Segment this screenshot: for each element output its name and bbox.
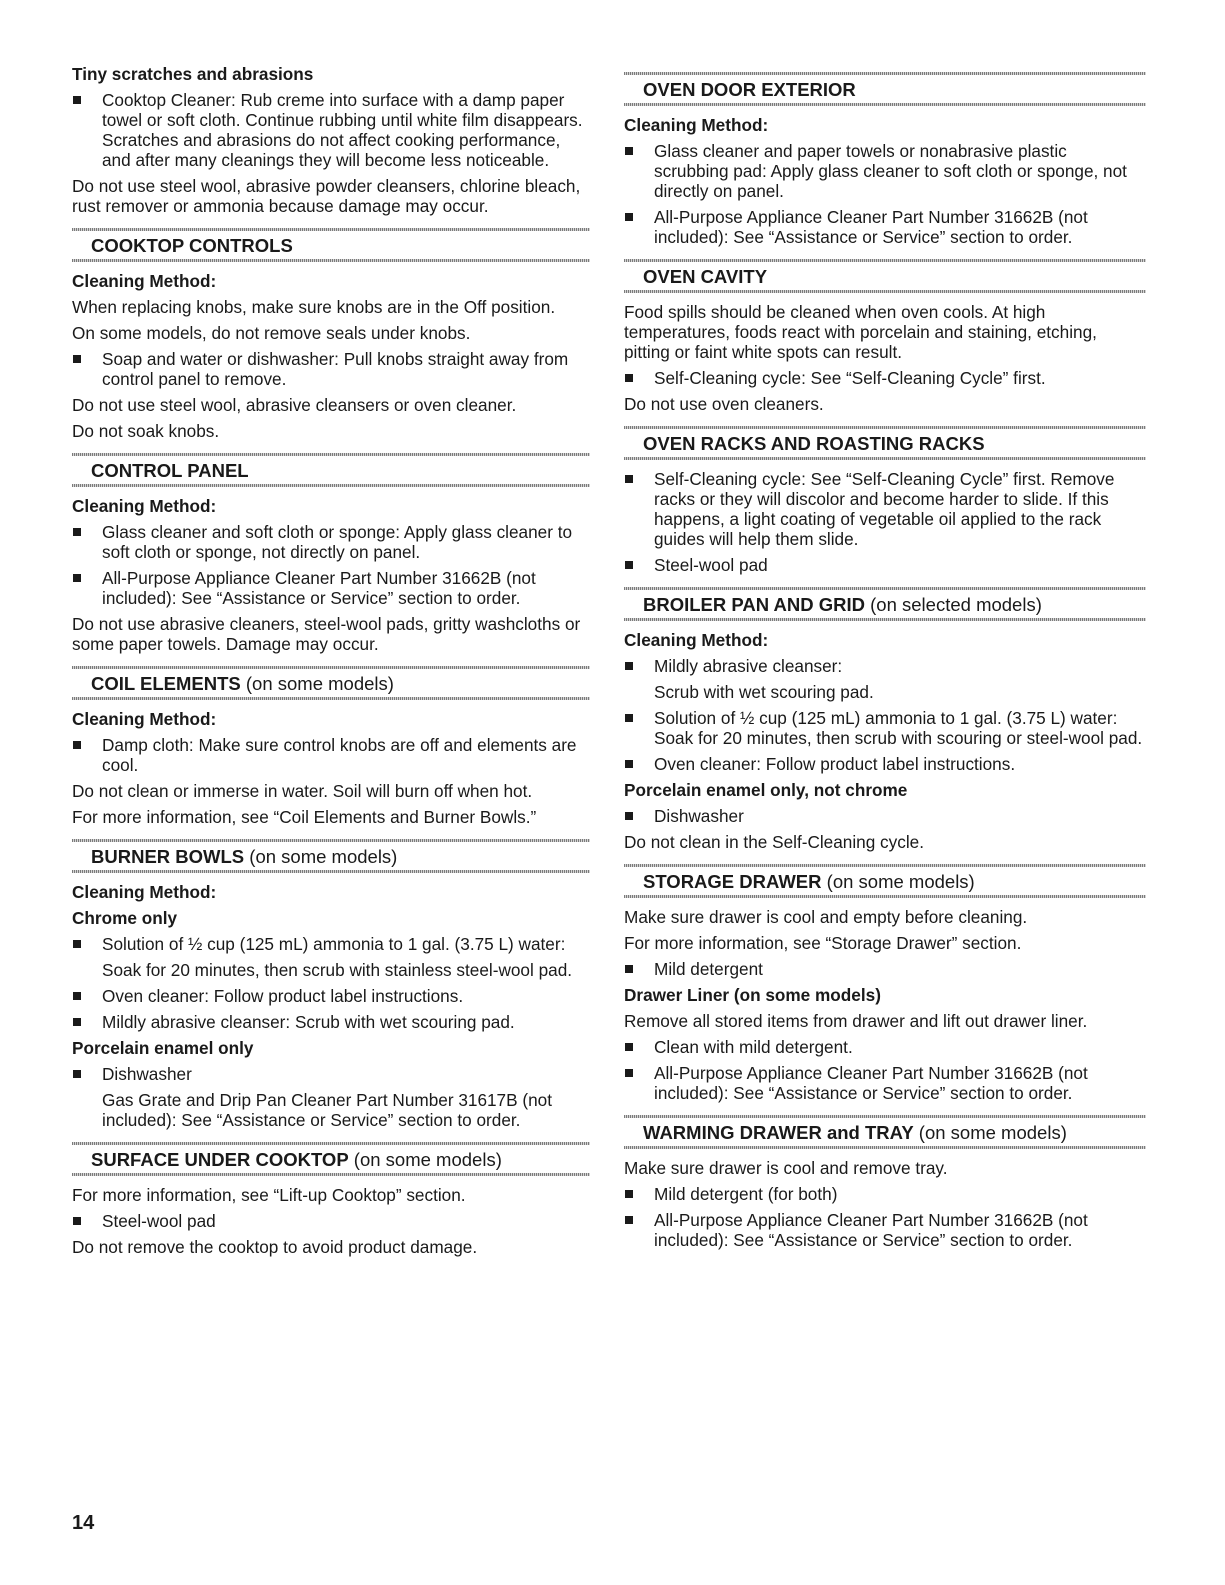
paragraph: Make sure drawer is cool and empty before cleaning.	[624, 907, 1028, 927]
paragraph: Do not use abrasive cleaners, steel-wool pads, gritty washcloths or some paper towels. Damage may occur.	[72, 614, 581, 654]
broiler-list	[624, 656, 1146, 774]
section-title: CONTROL PANEL	[91, 460, 249, 481]
surface-under-list	[72, 1211, 590, 1231]
cleaning-method-label: Cleaning Method:	[72, 709, 217, 729]
list-item: All-Purpose Appliance Cleaner Part Number 31662B (not included): See “Assistance or Service” section to order.	[624, 1210, 1146, 1250]
drawer-liner-label: Drawer Liner (on some models)	[624, 985, 881, 1005]
paragraph: Do not use steel wool, abrasive cleansers or oven cleaner.	[72, 395, 517, 415]
cleaning-method-label: Cleaning Method:	[72, 882, 217, 902]
section-header-cooktop-controls	[72, 228, 590, 262]
cleaning-method-label: Cleaning Method:	[72, 271, 217, 291]
list-item: Self-Cleaning cycle: See “Self-Cleaning Cycle” first. Remove racks or they will discolor and become harder to slide. If this happens, a light coating of vegetable oil applied to the rack guides will help them slide.	[624, 469, 1146, 549]
section-header-storage-drawer	[624, 864, 1146, 898]
list-item: Damp cloth: Make sure control knobs are off and elements are cool.	[72, 735, 590, 775]
list-item: Dishwasher	[624, 806, 1146, 826]
section-title: SURFACE UNDER COOKTOP	[91, 1149, 349, 1170]
oven-cavity-list	[624, 368, 1146, 388]
list-item: Steel-wool pad	[72, 1211, 590, 1231]
list-item: Steel-wool pad	[624, 555, 1146, 575]
cleaning-method-label: Cleaning Method:	[624, 630, 769, 650]
list-item: Mild detergent	[624, 959, 1146, 979]
section-header-control-panel	[72, 453, 590, 487]
porcelain-only-label: Porcelain enamel only	[72, 1038, 254, 1058]
warming-list	[624, 1184, 1146, 1250]
right-column	[624, 64, 1146, 1256]
list-item: Clean with mild detergent.	[624, 1037, 1146, 1057]
list-item: Oven cleaner: Follow product label instructions.	[624, 754, 1146, 774]
section-title: COIL ELEMENTS	[91, 673, 241, 694]
section-suffix: (on selected models)	[870, 594, 1042, 615]
section-title: WARMING DRAWER and TRAY	[643, 1122, 914, 1143]
section-header-burner-bowls	[72, 839, 590, 873]
paragraph: Remove all stored items from drawer and lift out drawer liner.	[624, 1011, 1088, 1031]
section-title: COOKTOP CONTROLS	[91, 235, 293, 256]
paragraph: For more information, see “Coil Elements and Burner Bowls.”	[72, 807, 537, 827]
list-item-continuation: Scrub with wet scouring pad.	[654, 682, 874, 702]
list-item: Dishwasher	[72, 1064, 590, 1084]
oven-racks-list	[624, 469, 1146, 575]
list-item-continuation: Soak for 20 minutes, then scrub with stainless steel-wool pad.	[102, 960, 573, 980]
section-suffix: (on some models)	[245, 673, 394, 694]
list-item: Oven cleaner: Follow product label instructions.	[72, 986, 590, 1006]
chrome-only-label: Chrome only	[72, 908, 178, 928]
cleaning-method-label: Cleaning Method:	[624, 115, 769, 135]
list-item: Self-Cleaning cycle: See “Self-Cleaning Cycle” first.	[624, 368, 1146, 388]
section-suffix: (on some models)	[826, 871, 975, 892]
page-number: 14	[72, 1512, 95, 1534]
paragraph: For more information, see “Storage Drawer” section.	[624, 933, 1022, 953]
section-title: BURNER BOWLS	[91, 846, 245, 867]
section-suffix: (on some models)	[918, 1122, 1067, 1143]
cleaning-method-label: Cleaning Method:	[72, 496, 217, 516]
paragraph: Do not soak knobs.	[72, 421, 220, 441]
cooktop-controls-list	[72, 349, 590, 389]
broiler-porcelain-list	[624, 806, 1146, 826]
scratches-heading: Tiny scratches and abrasions	[72, 64, 314, 84]
section-header-oven-racks	[624, 426, 1146, 460]
porcelain-list	[72, 1064, 590, 1130]
section-header-oven-cavity	[624, 259, 1146, 293]
paragraph: Food spills should be cleaned when oven cools. At high temperatures, foods react with porcelain and staining, etching, pitting or faint white spots can result.	[624, 302, 1097, 362]
section-header-warming-drawer	[624, 1115, 1146, 1149]
section-header-surface-under-cooktop	[72, 1142, 590, 1176]
left-column	[72, 64, 590, 1263]
paragraph: On some models, do not remove seals under knobs.	[72, 323, 471, 343]
list-item: All-Purpose Appliance Cleaner Part Number 31662B (not included): See “Assistance or Service” section to order.	[72, 568, 590, 608]
list-item: Solution of ½ cup (125 mL) ammonia to 1 gal. (3.75 L) water: Soak for 20 minutes, then scrub with scouring or steel-wool pad.	[624, 708, 1146, 748]
list-item: All-Purpose Appliance Cleaner Part Number 31662B (not included): See “Assistance or Service” section to order.	[624, 1063, 1146, 1103]
section-header-oven-door-exterior	[624, 72, 1146, 106]
burner-bowls-list	[72, 934, 590, 1032]
scratches-list	[72, 90, 590, 170]
list-item: Cooktop Cleaner: Rub creme into surface with a damp paper towel or soft cloth. Continue rubbing until white film disappears. Scratches and abrasions do not affect cooking performance, and after many cleanings they will become less noticeable.	[72, 90, 590, 170]
oven-door-list	[624, 141, 1146, 247]
paragraph: When replacing knobs, make sure knobs are in the Off position.	[72, 297, 556, 317]
coil-elements-list	[72, 735, 590, 775]
list-item: Glass cleaner and paper towels or nonabrasive plastic scrubbing pad: Apply glass cleaner to soft cloth or sponge, not directly on panel.	[624, 141, 1146, 201]
list-item: Mild detergent (for both)	[624, 1184, 1146, 1204]
drawer-liner-list	[624, 1037, 1146, 1103]
section-suffix: (on some models)	[249, 846, 398, 867]
list-item: All-Purpose Appliance Cleaner Part Number 31662B (not included): See “Assistance or Service” section to order.	[624, 207, 1146, 247]
storage-list	[624, 959, 1146, 979]
list-item: Glass cleaner and soft cloth or sponge: Apply glass cleaner to soft cloth or sponge, not directly on panel.	[72, 522, 590, 562]
control-panel-list	[72, 522, 590, 608]
porcelain-not-chrome-label: Porcelain enamel only, not chrome	[624, 780, 908, 800]
paragraph: Do not use oven cleaners.	[624, 394, 824, 414]
list-item: Mildly abrasive cleanser: Scrub with wet scouring pad.	[72, 1012, 590, 1032]
list-item-continuation: Gas Grate and Drip Pan Cleaner Part Number 31617B (not included): See “Assistance or Service” section to order.	[102, 1090, 552, 1130]
paragraph: For more information, see “Lift-up Cooktop” section.	[72, 1185, 466, 1205]
paragraph: Do not clean or immerse in water. Soil will burn off when hot.	[72, 781, 533, 801]
section-title: STORAGE DRAWER	[643, 871, 822, 892]
paragraph: Do not remove the cooktop to avoid product damage.	[72, 1237, 478, 1257]
section-title: OVEN DOOR EXTERIOR	[643, 79, 856, 100]
paragraph: Do not clean in the Self-Cleaning cycle.	[624, 832, 924, 852]
section-header-broiler-pan	[624, 587, 1146, 621]
section-title: OVEN RACKS AND ROASTING RACKS	[643, 433, 985, 454]
scratches-note: Do not use steel wool, abrasive powder cleansers, chlorine bleach, rust remover or ammonia because damage may occur.	[72, 176, 581, 216]
section-title: OVEN CAVITY	[643, 266, 768, 287]
section-header-coil-elements	[72, 666, 590, 700]
section-suffix: (on some models)	[353, 1149, 502, 1170]
list-item: Mildly abrasive cleanser:	[624, 656, 1146, 676]
list-item: Solution of ½ cup (125 mL) ammonia to 1 gal. (3.75 L) water:	[72, 934, 590, 954]
paragraph: Make sure drawer is cool and remove tray.	[624, 1158, 948, 1178]
section-title: BROILER PAN AND GRID	[643, 594, 865, 615]
list-item: Soap and water or dishwasher: Pull knobs straight away from control panel to remove.	[72, 349, 590, 389]
